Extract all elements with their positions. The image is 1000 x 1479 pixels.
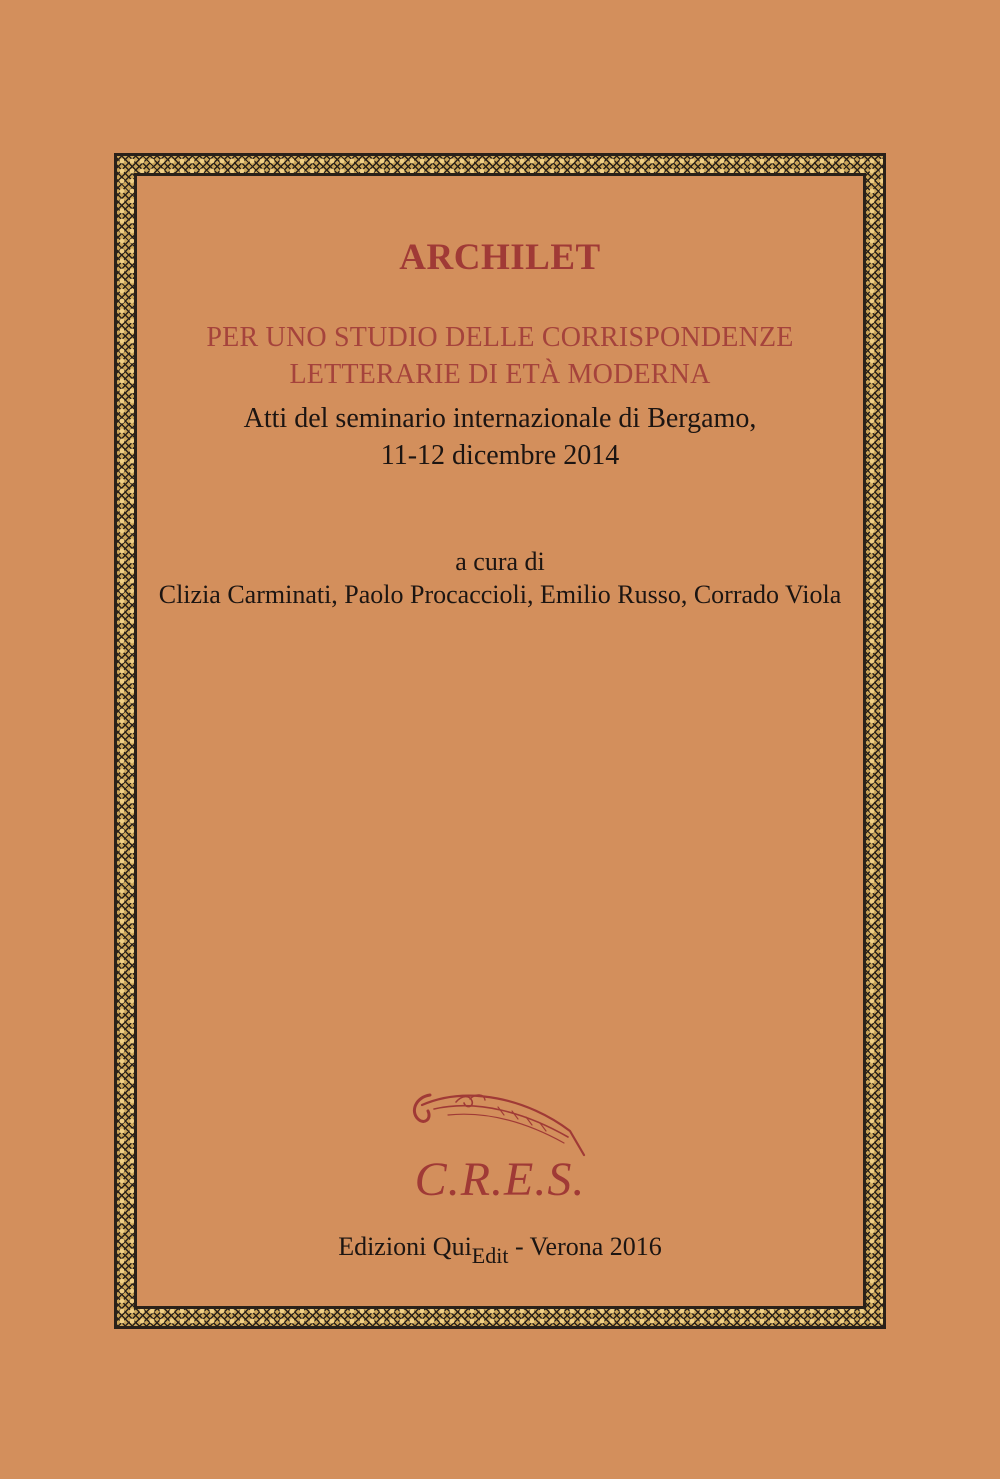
proceedings-line-1: Atti del seminario internazionale di Bergamo, [243, 403, 757, 434]
subtitle-line-2: LETTERARIE DI ETÀ MODERNA [289, 359, 711, 390]
edited-by-label: a cura di [455, 547, 545, 576]
proceedings-line-2: 11-12 dicembre 2014 [380, 440, 620, 471]
book-title: ARCHILET [399, 237, 601, 278]
editors-list: Clizia Carminati, Paolo Procaccioli, Emilio Russo, Corrado Viola [158, 580, 842, 609]
publisher-suffix: - Verona 2016 [508, 1232, 662, 1261]
cres-logo-text: C.R.E.S. [414, 1153, 586, 1206]
publisher-line [0, 1232, 1000, 1268]
publisher-subscript: Edit [471, 1243, 509, 1268]
publisher-prefix: Edizioni Qui [338, 1232, 472, 1261]
subtitle-line-1: PER UNO STUDIO DELLE CORRISPONDENZE [206, 322, 794, 353]
